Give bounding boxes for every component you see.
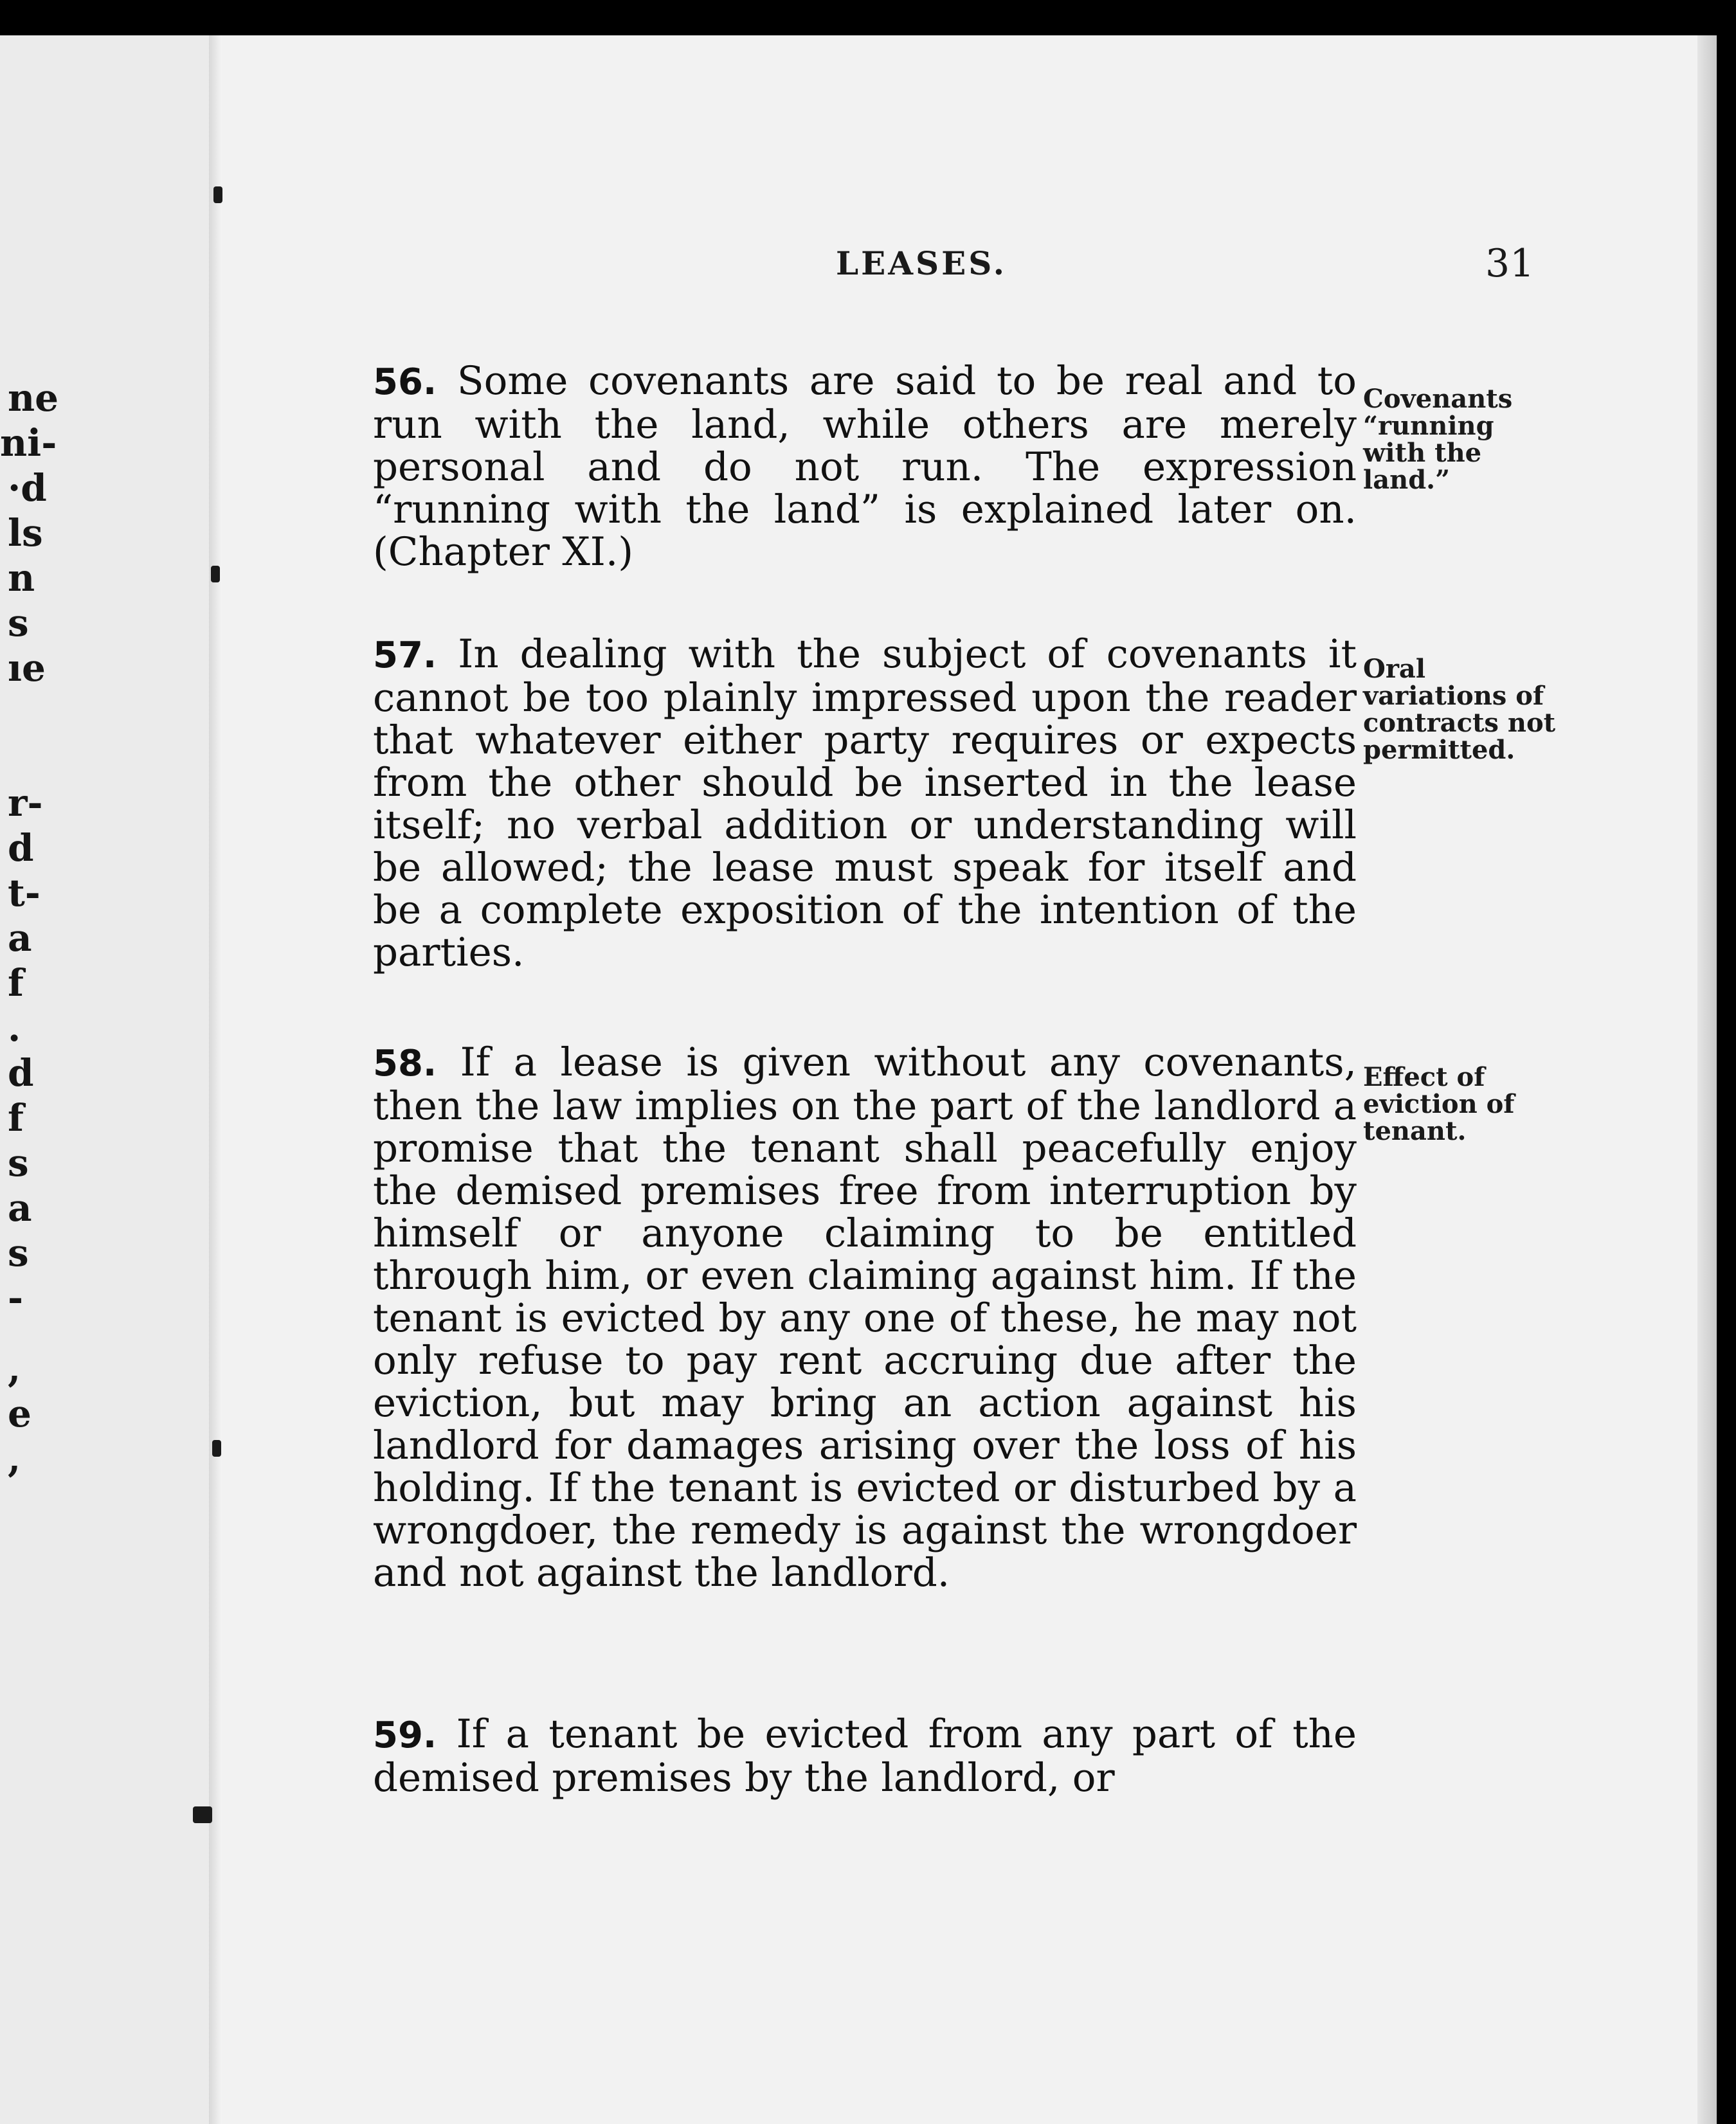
paragraph-text: Some covenants are said to be real and to run with the land, while others are merely personal and do not run. The expression “running with the land” is explained later on. (Chapter XI.) [373,358,1357,575]
paragraph-58 [373,1041,1357,1594]
paragraph-text: If a lease is given without any covenants, then the law implies on the part of the landlord a promise that the tenant shall peacefully enjoy the demised premises free from interruption by himself or anyone claiming to be entitled through him, or even claiming against him. If the tenant is evicted by any one of these, he may not only refuse to pay rent accruing due after the eviction, but may bring an action against his landlord for damages arising over the loss of his holding. If the tenant is evicted or disturbed by a wrongdoer, the remedy is against the wrongdoer and not against the landlord. [373,1040,1357,1596]
left-page-fragment: s [8,601,29,645]
left-page-fragment: n [8,556,35,600]
side-note: Effect of eviction of tenant. [1363,1062,1515,1146]
binding-mark [212,1440,221,1457]
left-page-fragment: ·d [8,466,47,510]
paragraph-number: 59. [373,1715,437,1756]
left-page-fragment: a [8,916,32,960]
page-edge-shadow [1697,35,1717,2124]
paragraph-57 [373,633,1357,974]
left-page-fragment: d [8,1051,34,1095]
paragraph-56 [373,360,1357,573]
paragraph-59 [373,1713,1357,1799]
left-page-fragment: f [8,1096,24,1140]
left-page-fragment: s [8,1231,29,1275]
paragraph-number: 56. [373,361,437,403]
left-page-fragment: ls [8,511,43,555]
left-page-fragment: f [8,961,24,1005]
paragraph-number: 58. [373,1043,437,1084]
left-page-fragment: , [8,1437,21,1480]
left-page-fragment: s [8,1141,29,1185]
binding-mark [211,566,220,582]
left-page-fragment: r- [8,781,43,825]
running-head: LEASES. [836,244,1008,282]
paragraph-text: In dealing with the subject of covenants it cannot be too plainly impressed upon the reader that whatever either party requires or expects from the other should be inserted in the lease itself; no verbal addition or understanding will be allowed; the lease must speak for itself and be a complete exposition of the intention of the parties. [373,631,1357,975]
paragraph-number: 57. [373,634,437,676]
left-page-fragment: a [8,1186,32,1230]
left-page-fragment: ne [8,376,59,420]
side-note: Covenants “running with the land.” [1363,384,1513,495]
paragraph-text: If a tenant be evicted from any part of the demised premises by the landlord, or [373,1711,1357,1801]
left-page-fragment: d [8,826,34,870]
left-page-fragment: - [8,1276,24,1320]
left-page-fragment: . [8,1006,21,1050]
left-page-fragment: ni- [0,421,57,465]
binding-mark [213,186,222,203]
left-page-fragment: e [8,1392,32,1436]
left-page-fragment: t- [8,871,41,915]
left-page-fragment: , [8,1347,21,1390]
side-note: Oral variations of contracts not permitted. [1363,654,1556,765]
binding-mark [193,1806,212,1823]
left-page-fragment: ıe [8,646,46,690]
page-number: 31 [1485,241,1535,286]
